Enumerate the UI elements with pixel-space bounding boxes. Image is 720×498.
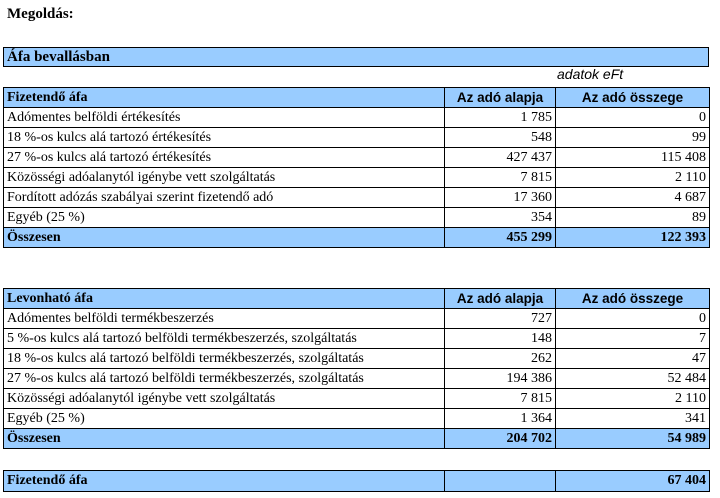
row-base: 1 364 (445, 409, 556, 429)
column-header-amount: Az adó összege (556, 88, 710, 108)
row-amount: 52 484 (556, 369, 710, 389)
row-amount: 99 (556, 128, 710, 148)
row-amount: 115 408 (556, 148, 710, 168)
payable-vat-table (3, 87, 710, 248)
solution-heading: Megoldás: (7, 6, 74, 22)
row-base: 1 785 (445, 108, 556, 128)
row-amount: 2 110 (556, 168, 710, 188)
row-label: 27 %-os kulcs alá tartozó belföldi termékbeszerzés, szolgáltatás (4, 369, 445, 389)
row-amount: 0 (556, 108, 710, 128)
table-row (4, 369, 710, 389)
column-header-amount: Az adó összege (556, 289, 710, 309)
row-base: 7 815 (445, 389, 556, 409)
row-amount: 4 687 (556, 188, 710, 208)
row-amount: 0 (556, 309, 710, 329)
row-label: Adómentes belföldi értékesítés (4, 108, 445, 128)
table-row (4, 329, 710, 349)
table-row (4, 188, 710, 208)
section-title: Áfa bevallásban (3, 47, 709, 67)
unit-label: adatok eFt (557, 66, 624, 82)
row-amount: 7 (556, 329, 710, 349)
row-label: Közösségi adóalanytól igénybe vett szolgáltatás (4, 389, 445, 409)
table-row (4, 128, 710, 148)
row-amount: 89 (556, 208, 710, 228)
table-row (4, 168, 710, 188)
row-label: Egyéb (25 %) (4, 409, 445, 429)
total-amount: 54 989 (556, 429, 710, 449)
deductible-header-row (4, 289, 710, 309)
row-label: 18 %-os kulcs alá tartozó belföldi termékbeszerzés, szolgáltatás (4, 349, 445, 369)
table-row (4, 389, 710, 409)
final-payable-table (3, 470, 710, 492)
row-label: 5 %-os kulcs alá tartozó belföldi termékbeszerzés, szolgáltatás (4, 329, 445, 349)
payable-total-row (4, 228, 710, 248)
row-base: 548 (445, 128, 556, 148)
row-base: 427 437 (445, 148, 556, 168)
column-header-base: Az adó alapja (445, 88, 556, 108)
row-amount: 341 (556, 409, 710, 429)
deductible-title: Levonható áfa (4, 289, 445, 309)
table-row (4, 349, 710, 369)
final-payable-amount: 67 404 (556, 471, 710, 492)
row-base: 354 (445, 208, 556, 228)
total-label: Összesen (4, 429, 445, 449)
total-amount: 122 393 (556, 228, 710, 248)
row-label: Egyéb (25 %) (4, 208, 445, 228)
row-label: Fordított adózás szabályai szerint fizetendő adó (4, 188, 445, 208)
table-row (4, 409, 710, 429)
column-header-base: Az adó alapja (445, 289, 556, 309)
table-row (4, 309, 710, 329)
row-base: 194 386 (445, 369, 556, 389)
table-row (4, 108, 710, 128)
final-payable-empty (445, 471, 556, 492)
payable-header-row (4, 88, 710, 108)
deductible-total-row (4, 429, 710, 449)
row-base: 148 (445, 329, 556, 349)
final-payable-row (4, 471, 710, 492)
row-label: Közösségi adóalanytól igénybe vett szolgáltatás (4, 168, 445, 188)
row-label: Adómentes belföldi termékbeszerzés (4, 309, 445, 329)
payable-title: Fizetendő áfa (4, 88, 445, 108)
row-base: 7 815 (445, 168, 556, 188)
table-row (4, 208, 710, 228)
row-amount: 47 (556, 349, 710, 369)
row-amount: 2 110 (556, 389, 710, 409)
row-base: 727 (445, 309, 556, 329)
row-base: 17 360 (445, 188, 556, 208)
total-label: Összesen (4, 228, 445, 248)
deductible-vat-table (3, 288, 710, 449)
row-base: 262 (445, 349, 556, 369)
table-row (4, 148, 710, 168)
row-label: 18 %-os kulcs alá tartozó értékesítés (4, 128, 445, 148)
row-label: 27 %-os kulcs alá tartozó értékesítés (4, 148, 445, 168)
total-base: 204 702 (445, 429, 556, 449)
final-payable-label: Fizetendő áfa (4, 471, 445, 492)
total-base: 455 299 (445, 228, 556, 248)
